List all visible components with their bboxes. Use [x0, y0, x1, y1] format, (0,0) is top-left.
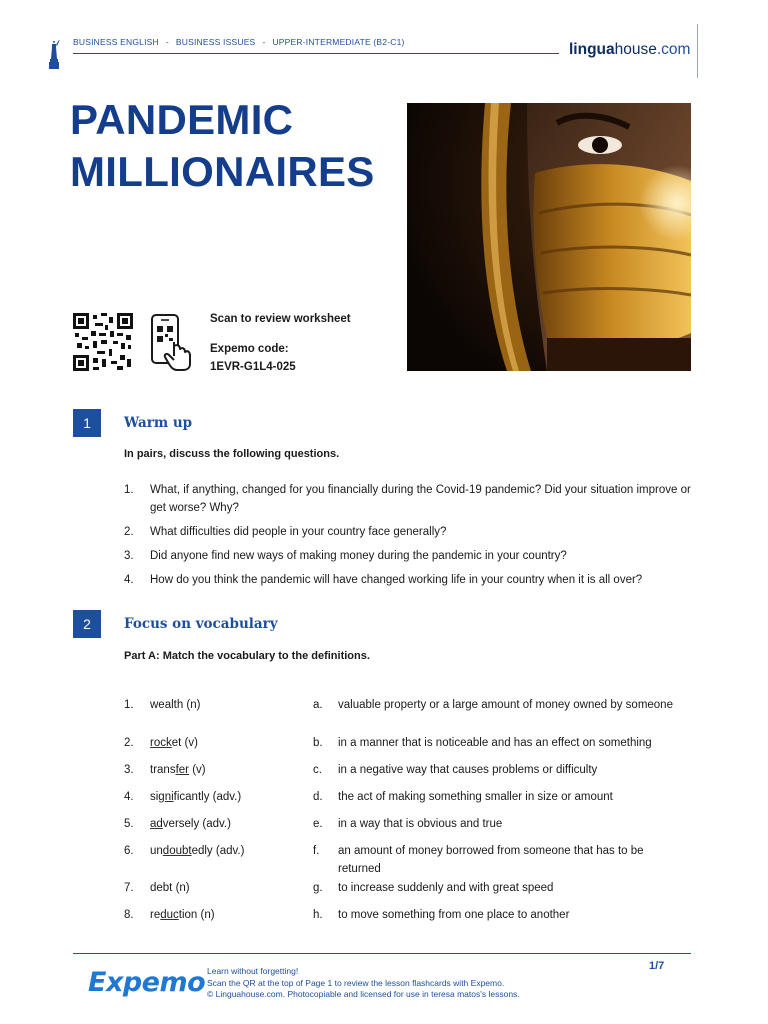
vocab-word-text: adversely (adv.) — [150, 818, 231, 830]
definition-text: to increase suddenly and with great speed — [338, 882, 554, 894]
qr-code[interactable] — [73, 313, 133, 371]
definition-text: to move something from one place to another — [338, 909, 570, 921]
linguahouse-logo[interactable]: linguahouse.com — [569, 41, 691, 58]
crumb-level[interactable]: UPPER-INTERMEDIATE (B2-C1) — [272, 37, 405, 47]
vocab-word: 6. — [124, 845, 134, 857]
question-text: What difficulties did people in your country face generally? — [150, 526, 447, 538]
footer-note — [207, 966, 520, 1001]
section-2-title: Focus on vocabulary — [124, 616, 278, 632]
footer-copyright: © Linguahouse.com. Photocopiable and licensed for use in teresa matos's lessons. — [207, 989, 520, 999]
definition-letter: g. — [313, 882, 323, 894]
question-text: How do you think the pandemic will have changed working life in your country when it is all over? — [150, 574, 643, 586]
vocab-word: 1. — [124, 699, 134, 711]
definition-letter: c. — [313, 764, 322, 776]
crumb-subject[interactable]: BUSINESS ENGLISH — [73, 37, 159, 47]
question-item — [124, 481, 694, 517]
vocab-word-text: transfer (v) — [150, 764, 206, 776]
definition-letter: b. — [313, 737, 323, 749]
page-title — [70, 94, 375, 198]
title-line-2: MILLIONAIRES — [70, 148, 375, 195]
section-2-instruction: Part A: Match the vocabulary to the definitions. — [124, 650, 370, 662]
vocab-word-text: rocket (v) — [150, 737, 198, 749]
definition-letter: d. — [313, 791, 323, 803]
expemo-code — [210, 340, 296, 376]
title-line-1: PANDEMIC — [70, 96, 294, 143]
footer-tagline: Learn without forgetting! — [207, 966, 299, 976]
vocab-word-text: wealth (n) — [150, 699, 201, 711]
question-number: 3. — [124, 550, 134, 562]
hero-photo-gold-mask — [407, 103, 691, 371]
definition-text: in a manner that is noticeable and has an effect on something — [338, 737, 652, 749]
vocab-word: 8. — [124, 909, 134, 921]
definition-text: valuable property or a large amount of money owned by someone — [338, 699, 673, 711]
definition-letter: f. — [313, 845, 320, 857]
definition-letter: a. — [313, 699, 323, 711]
vocab-word: 4. — [124, 791, 134, 803]
vocab-word: 5. — [124, 818, 134, 830]
vocab-word: 3. — [124, 764, 134, 776]
page-number: 1/7 — [649, 960, 665, 972]
expemo-code-value: 1EVR-G1L4-025 — [210, 361, 296, 373]
question-number: 1. — [124, 484, 134, 496]
definition-text: an amount of money borrowed from someone that has to be returned — [338, 845, 644, 875]
vocab-word: 2. — [124, 737, 134, 749]
expemo-logo[interactable]: Expemo — [88, 967, 206, 998]
crumb-topic[interactable]: BUSINESS ISSUES — [175, 37, 256, 47]
header-side-rule — [697, 24, 698, 78]
definition-text: in a way that is obvious and true — [338, 818, 503, 830]
breadcrumb: BUSINESS ENGLISH - BUSINESS ISSUES - UPPER-INTERMEDIATE (B2-C1) — [73, 37, 405, 47]
question-number: 2. — [124, 526, 134, 538]
vocab-word-text: debt (n) — [150, 882, 190, 894]
section-1-instruction: In pairs, discuss the following questions. — [124, 448, 340, 460]
definition-text: in a negative way that causes problems or difficulty — [338, 764, 598, 776]
section-1-title: Warm up — [124, 415, 193, 431]
section-1-number: 1 — [73, 409, 101, 437]
question-item — [124, 547, 694, 565]
vocab-word: 7. — [124, 882, 134, 894]
vocab-word-text: significantly (adv.) — [150, 791, 242, 803]
question-text: Did anyone find new ways of making money during the pandemic in your country? — [150, 550, 567, 562]
header-divider — [73, 53, 559, 54]
definition-text: the act of making something smaller in size or amount — [338, 791, 613, 803]
footer-divider — [73, 953, 691, 954]
definition-letter: e. — [313, 818, 323, 830]
question-item — [124, 571, 694, 589]
question-item — [124, 523, 694, 541]
phone-scan-icon — [150, 312, 192, 372]
expemo-code-label: Expemo code: — [210, 343, 289, 355]
question-text: What, if anything, changed for you financially during the Covid-19 pandemic? Did your situation improve or get worse? Why? — [150, 484, 691, 514]
section-2-number: 2 — [73, 610, 101, 638]
definition-letter: h. — [313, 909, 323, 921]
statue-of-liberty-icon — [47, 40, 61, 70]
scan-instruction: Scan to review worksheet — [210, 313, 351, 325]
vocab-word-text: undoubtedly (adv.) — [150, 845, 245, 857]
question-number: 4. — [124, 574, 134, 586]
vocab-word-text: reduction (n) — [150, 909, 215, 921]
footer-qr-instruction: Scan the QR at the top of Page 1 to review the lesson flashcards with Expemo. — [207, 977, 505, 988]
